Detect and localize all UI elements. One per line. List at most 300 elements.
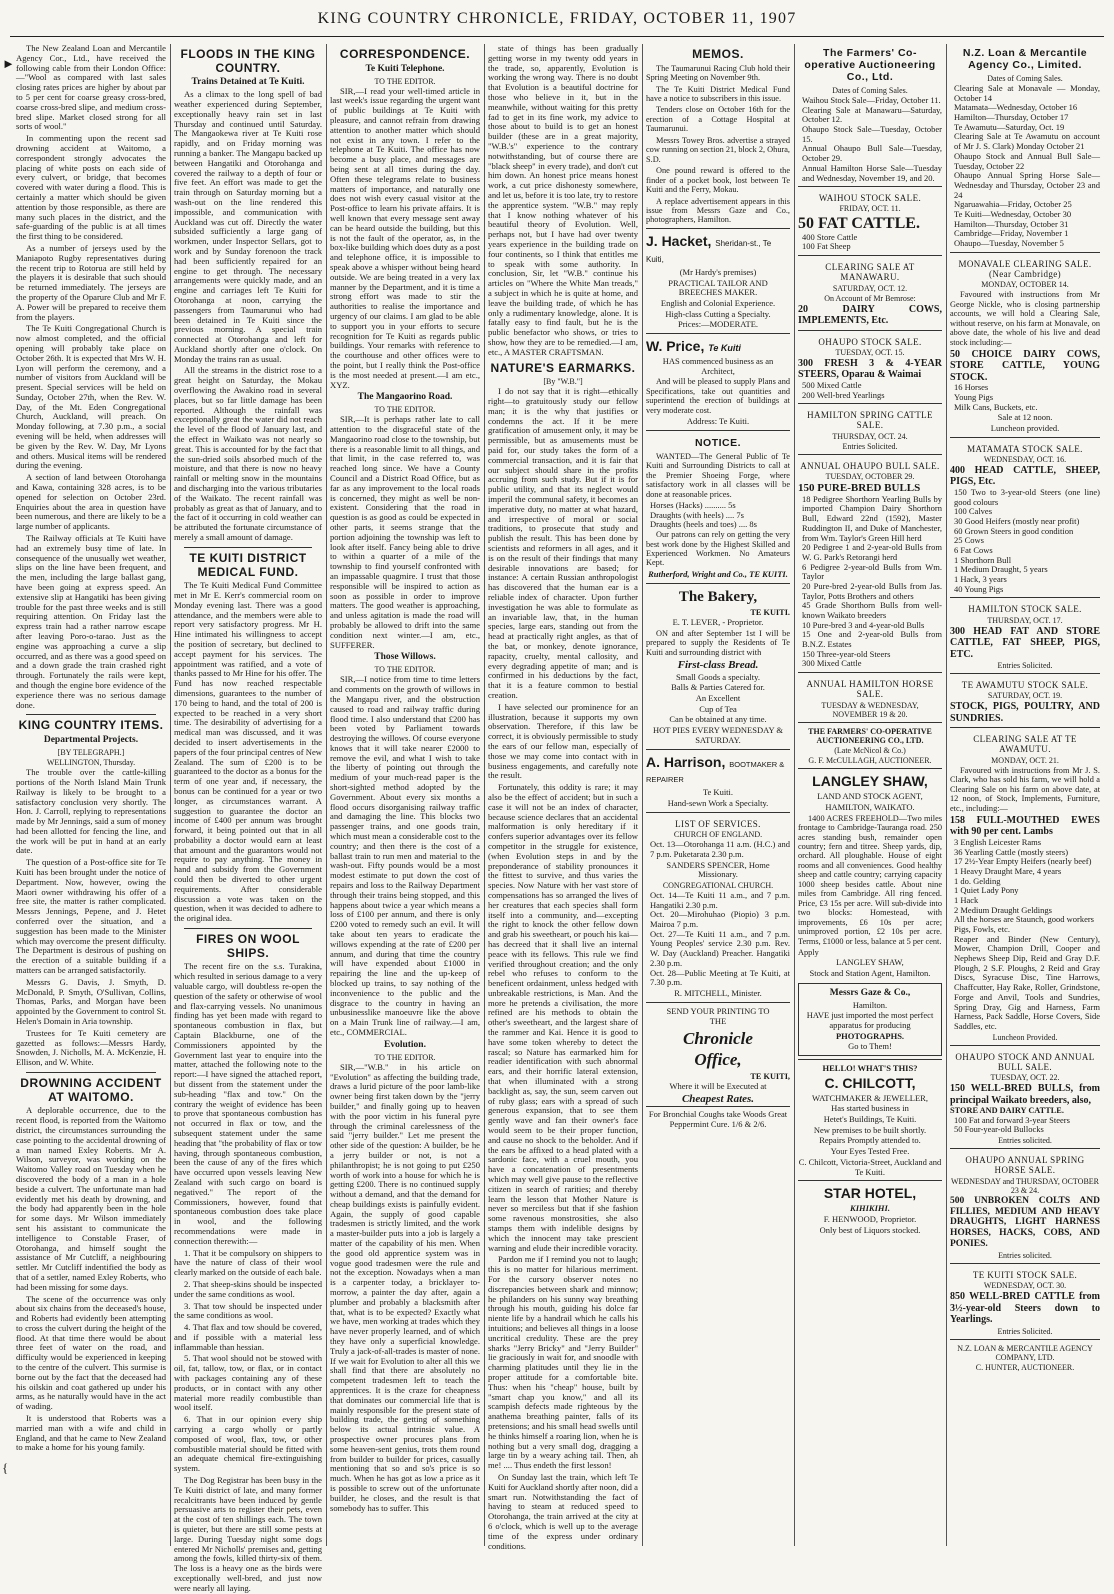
list-line: Draughts (heels and toes) .... 8s — [650, 519, 757, 530]
sale-items — [950, 838, 1100, 1032]
list-line: Te Awamutu—Saturday, Oct. 19 — [954, 121, 1065, 132]
column-rule — [794, 44, 795, 1546]
star-hotel-advert — [798, 1180, 942, 1235]
advert-line: Prices:—MODERATE. — [677, 319, 759, 330]
paragraph: One pound reward is offered to the finder of a pocket book, lost between Te Kuiti and the Ferry, Mokau. — [646, 166, 790, 195]
column-3 — [330, 44, 480, 1548]
column-2 — [174, 44, 322, 1593]
section-heading: KING COUNTRY ITEMS. — [18, 718, 164, 733]
advert-line: HOT PIES EVERY WEDNESDAY & SATURDAY. — [652, 725, 784, 745]
masthead-rule — [10, 36, 1104, 37]
list-line: 50 Four-year-old Bullocks — [954, 1124, 1044, 1135]
paragraph: In commenting upon the recent sad drowning accident at Waitomo, a correspondent strongly advocates the placing of white posts on each side of every culvert, or bridge, that becomes covered with water during a flood. This is certainly a matter which should be given attention by those responsible, as there are many such places in the district, and the safe-guarding of the public is at all times the first thing to be considered. — [16, 133, 166, 242]
advert-line: An Excellent — [695, 693, 741, 704]
advert-line: THE — [709, 1016, 727, 1027]
paragraph: I do not say that it is right—ethically right—to gratuitously study our fellow man; it is the why that justifies or condemns the act. If it be mere gratification of amusement only, it may be permissible, but as amusements must be paid for, our study takes the form of a commercial transaction, and it is fair that our subject should share in the profits accruing from such study. But if it is for public utility, and that its neglect would imperil the communal safety, it becomes an imperative duty, no matter at what hazard, and irrespective of moral or social traditions, to prosecute that study and publish the result. This has been done by scientists and reformers in all ages, and it is on the result of their findings that many desirable innovations are based; for instance: A certain Russian anthropologist has discovered that the human ear is a reliable index of character. Upon further investigation he was able to formulate as an invariable law, that, in the human species, large ears, standing out from the head at practically right angles, as that of the bat, or monkey, denote ignorance, rapacity, cruelty, mental callosity, and every degrading appetite of man; and is confirmed in his deductions by the fact, that it is a feature common to bestial creation. — [488, 386, 638, 700]
advert-body: And will be pleased to supply Plans and Specifications, take out quantities and superintend the erection of buildings at very moderate cost. — [646, 377, 790, 415]
list-line: Ohaupo—Tuesday, November 5 — [954, 238, 1064, 249]
sale-dates — [798, 96, 942, 183]
te-kuiti-stock-sale — [950, 1263, 1100, 1336]
to-the-editor: TO THE EDITOR. — [374, 405, 436, 415]
list-line: Annual Hamilton Horse Sale—Tuesday and Wednesday, November 19, and 20. — [802, 162, 942, 183]
advert-line: Go to Them! — [848, 1041, 892, 1052]
list-line: All the horses are Staunch, good workers — [954, 914, 1094, 925]
paragraph: I have selected our prominence for an illustration, because it supports my own observation. Therefore, if this law be correct, it is obviously permissible to study the ears of our fellow man, especially of those we may come into contact with in business engagements, and carefully note the result. — [488, 701, 638, 781]
list-line: Waihou Stock Sale—Friday, October 11. — [802, 95, 941, 106]
sale-headline: 300 HEAD FAT AND STORE CATTLE, FAT SHEEP, PIGS, ETC. — [950, 625, 1100, 660]
advert-body: ON and after September 1st I will be prepared to supply the Residents of Te Kuiti and surrounding district with — [646, 628, 790, 657]
dates-heading: Dates of Coming Sales. — [832, 85, 908, 95]
list-line: 20 Pedigree 1 and 2-year-old Bulls from W. G. Park's Retorangi herd — [802, 542, 942, 562]
list-line: 1 Heavy Draught Mare, 4 years — [954, 865, 1062, 876]
advert-body: 1400 ACRES FREEHOLD—Two miles frontage to Cambridge-Tauranga road. 250 acres standing bush, remainder open country; fern and titree. Sheep yards, dip, orchard. All ploughable. House of eight rooms and all conveniences. Good healthy sheep and cattle country; carrying capacity 1000 sheep besides cattle. About nine miles from Cambridge. All ring fenced. Price, £3 15s per acre. Will sub-divide into two blocks: Homestead, with improvements, £6 10s per acre; unimproved portion, £2 10s per acre. Terms, £1000 or less, balance at 5 per cent. — [798, 813, 942, 946]
list-line: Oct. 20—Mirohuhao (Piopio) 3 p.m. Mairoa 7 p.m. — [650, 909, 790, 930]
list-line: 40 Young Pigs — [954, 583, 1004, 594]
list-line: 20 Pure-bred 2-year-old Bulls from Jas. Taylor, Potts Brothers and others — [802, 580, 942, 601]
list-line: Hamilton—Thursday, October 31 — [954, 218, 1069, 229]
sale-date: THURSDAY, OCT. 17. — [987, 615, 1063, 625]
advert-line: Has started business in — [831, 1103, 909, 1114]
langley-shaw-advert — [798, 768, 942, 979]
letter-paragraphs — [330, 87, 480, 391]
paragraph: The Te Kuiti Medical Fund Committee met in Mr E. Kerr's commercial room on Monday evening last. There was a good attendance, and the members were able to report very satisfactory progress. Mr H. Hine intimated his willingness to accept the position of secretary, but declined to accept payment for his services. The appointment was ratified, and a vote of thanks passed to Mr Hine for his offer. The Fund has now reached respectable dimensions, guarantees to the number of 170 being to hand, and the total of 200 is expected to be reached in a very short time. The desirability of advertising for a medical man was discussed, and it was decided to insert advertisements in the papers of the four principal centres of New Zealand. The sum of £200 is to be guaranteed to the doctor as a bonus for the term of one year and, if necessary, the bonus can be continued for a year or two longer, as circumstances warrant. A suggestion to guarantee the doctor an income of £400 per annum was brought forward, it being pointed out that in all probability a doctor would earn at least that amount and the guarantors would not require to pay anything. The money in hand and subsidy from the Government could then be diverted to other urgent requirements. After considerable discussion a vote was taken on the question, when it was decided to adhere to the original idea. — [174, 580, 322, 924]
section-subheading: Trains Detained at Te Kuiti. — [191, 77, 305, 88]
paragraph: The scene of the occurrence was only about six chains from the deceased's house, and Roberts had evidently been attempting to cross the culvert during the height of the flood. At that time there would be about three feet of water on the road, and difficulty would be experienced in keeping to the centre of the culvert. This surmise is borne out by the fact that the deceased had his oilskin and coat gathered up under his arms, as he naturally would have in the act of wading. — [16, 1293, 166, 1412]
list-line: 100 Fat Sheep — [802, 241, 851, 252]
sale-headline: 500 UNBROKEN COLTS AND FILLIES, MEDIUM AND HEAVY DRAUGHTS, LIGHT HARNESS HORSES, HACKS, COBS, AND PONIES. — [950, 1195, 1100, 1250]
list-line: Oct. 13—Otorohanga 11 a.m. (H.C.) and 7 p.m. Puketarata 2.30 p.m. — [650, 839, 790, 859]
nz-loan-footer — [950, 1339, 1100, 1372]
list-line: 1 Medium Draught, 5 years — [954, 564, 1048, 575]
advert-lines — [646, 673, 790, 693]
sale-date: MONDAY, OCTOBER 14. — [981, 280, 1069, 290]
advert-proprietor: E. T. LEVER, - Proprietor. — [672, 617, 764, 628]
ohaupo-horse-sale — [950, 1148, 1100, 1260]
list-line: Reaper and Binder (New Century), Mower, Champion Drill, Cooper and Nephews Sheep Dip, Reid and Gray D.F. Plough, 2 S.F. Ploughs, 2 Reid and Gray Discs, Syracuse Disc, Tine Harrows, Chaffcutter, Hay Rake, Roller, Grindstone, Forge and Anvil, Tools and Sundries, Spring Dray, Gig and Harness, Farm Harness, Pack Saddle, Horse Covers, Side Saddles, etc. — [954, 933, 1100, 1031]
sale-date: WEDNESDAY and THURSDAY, OCTOBER 23 & 24. — [950, 1176, 1100, 1195]
letter-paragraphs — [488, 44, 638, 358]
paragraph: 3. That tow should be inspected under the same conditions as wool. — [174, 1300, 322, 1321]
list-line: Young Pigs — [954, 391, 994, 402]
footer-line: N.Z. LOAN & MERCANTILE AGENCY COMPANY, LTD. — [957, 1343, 1093, 1362]
column-rule — [642, 44, 643, 1546]
price-advert — [646, 333, 790, 427]
advert-line: (Mr Hardy's premises) — [679, 266, 757, 277]
column-4 — [488, 43, 638, 1551]
advert-line: Can be obtained at any time. — [669, 714, 767, 725]
section-heading: FIRES ON WOOL SHIPS. — [196, 932, 300, 960]
memo-paragraphs — [646, 64, 790, 225]
te-awamutu-sale — [950, 673, 1100, 724]
ohaupo-stock-bull-sale — [950, 1045, 1100, 1145]
advert-sign: LANGLEY SHAW, — [836, 957, 904, 968]
list-line: Oct. 27—Te Kuiti 11 a.m., and 7 p.m. Young Peoples' service 2.30 p.m. Rev. W. Day (Auckland) Preacher. Hangatiki 2.30 p.m. — [650, 928, 790, 968]
advert-line: Small Goods a specialty. — [676, 671, 760, 682]
advert-town: Te Kuiti. — [702, 787, 734, 798]
advert-line: Your Eyes Tested Free. — [830, 1146, 910, 1157]
margin-arrow-icon: ► — [2, 56, 15, 71]
sale-headline: 158 FULL-MOUTHED EWES with 90 per cent. Lambs — [950, 815, 1100, 838]
sale-date: SATURDAY, OCT. 19. — [987, 691, 1063, 701]
advert-body: WANTED—The General Public of Te Kuiti and Surrounding Districts to call at the Premier Shoeing Forge, where satisfactory work in all classes will be done at reasonable prices. — [646, 451, 790, 499]
advert-feature: PHOTOGRAPHS. — [835, 1030, 905, 1041]
minister: SANDERS SPENCER, Home Missionary. — [666, 859, 770, 880]
dateline: WELLINGTON, Thursday. — [46, 758, 136, 767]
paragraph: A deplorable occurrence, due to the recent flood, is reported from the Waitomo district, the circumstances surrounding the case pointing to the accidental drowning of a man named Exley Roberts. Mr A. Wilson, surveyor, was working on the Waitomo Valley road on Tuesday when he discovered the body of a man in a hole beside a culvert. The unfortunate man had evidently met his death by drowning, and the body had apparently been in the hole for some days. Mr Wilson immediately sent his assistant to communicate the intelligence to Constable Fraser, of Otorohanga, and himself sought the assistance of Mr Cutcliff, a neighbouring settler. Mr Cutcliff indentified the body as that of a settler, named Exley Roberts, who had been missing for some days. — [16, 1105, 166, 1292]
sale-items — [950, 1116, 1100, 1135]
sale-headline: 300 FRESH 3 & 4-YEAR STEERS, Oparau & Waimai — [798, 358, 942, 381]
sale-heading: OHAUPO STOCK AND ANNUAL BULL SALE. — [955, 1051, 1095, 1072]
sale-date: WEDNESDAY, OCT. 16. — [983, 454, 1067, 464]
sale-date: MONDAY, OCT. 21. — [991, 755, 1059, 765]
advert-line: Cup of Tea — [699, 703, 737, 714]
list-line: Matamata—Wednesday, October 16 — [954, 102, 1078, 113]
sale-date: FRIDAY, OCT. 11. — [839, 204, 901, 214]
list-line: 150 Three-year-old Steers — [802, 648, 891, 659]
column-rule — [946, 44, 947, 1546]
column-rule — [326, 44, 327, 1546]
section-heading: DROWNING ACCIDENT AT WAITOMO. — [20, 1076, 162, 1104]
sale-notes — [950, 413, 1100, 433]
advertiser-name: C. CHILCOTT, — [824, 1074, 916, 1091]
column-rule — [484, 44, 485, 1546]
list-line: 300 Mixed Cattle — [802, 658, 862, 669]
notice-advert — [646, 430, 790, 580]
paragraph: A replace advertisement appears in this issue from Messrs Gaze and Co., photographers, Hamilton. — [646, 196, 790, 225]
list-line: Horses (Hacks) .......... 5s — [650, 500, 736, 511]
footer-line: C. HUNTER, AUCTIONEER. — [975, 1362, 1075, 1372]
list-line: 6 Pedigree 2-year-old Bulls from Wm. Taylor — [802, 561, 942, 582]
gaze-advert — [798, 983, 942, 1056]
service-times — [646, 891, 790, 988]
auctioneer-heading: N.Z. Loan & Mercantile Agency Co., Limited. — [962, 47, 1088, 71]
advertiser-name: J. Hacket, — [646, 232, 712, 249]
paragraph: Messrs G. Davis, J. Smyth, D. McDonald, P. Smyth, O'Sullivan, Collins, Thomas, Parks, and Morgan have been appointed by the Government to control St. Helen's Domain in Aria township. — [16, 976, 166, 1027]
advert-town: KIHIKIHI. — [850, 1203, 890, 1214]
advert-foot: C. Chilcott, Victoria-Street, Auckland and Te Kuiti. — [798, 1156, 942, 1177]
chronicle-title: Chronicle — [683, 1028, 753, 1048]
paragraph: Fortunately, this oddity is rare; it may also be the effect of accident; but in such a case it will not be an index of character, because science declares that an accidental malformation is only hereditary if it confers superior advantages over its fellow competitor in the struggle for existence, (when Evolution steps in and by the preponderance of stability pronounces it the fittest to survive, and thus varies the species. Now Nature with her vast store of compensations has so arranged the lives of her creatures that each species shall form itself into a community, and—excepting the right to knock the other fellow down and grab his sweetheart, or pouch his kai—has decreed that it shall live an internal peace with its fellows. This rule we find verified throughout creation; and the only rebel who refuses to conform to the beneficent ordainment, unless hedged with unbreakable restrictions, is Man. And the more he pretends a civilisation, the more refined are his methods to obtain the other's sweetheart, and the largest share of the rammer and Kai. Hence it is good to have some token whereby to detect the rascal; so Nature has earmarked him for readier identification with such abnormal ears, and their horrific lateral extension, that when illuminated with a strong backlight as, say, the sun, seem carven out of ruby glass; ears with a spread of such generous expansion, that to see them gently wave and fan their owner's face would seem to be their proper function, and cause no shock to the beholder. And if the ears be affixed to a head plated with a sardonic face, with a cruel mouth, you have a concatenation of presentments which may well give pause to the reflective citizen in search of rarities; and thereby learn the lesson that Mother Nature is never so merciless but that if she fashion some ravenous monstrosities, she also stamps them with indelible designs by which the innocent may take prescient warning and elude their incredible voracity. — [488, 782, 638, 1253]
advert-heading: HELLO! WHAT'S THIS? — [822, 1063, 918, 1074]
list-line: Ohaupo Annual Spring Horse Sale—Wednesday and Thursday, October 23 and 24 — [954, 170, 1100, 200]
bakery-advert — [646, 583, 790, 746]
advert-feature: First-class Bread. — [677, 659, 759, 672]
paragraph: All the streams in the district rose to a great height on Saturday, the Mokau overflowing the Awakino road in several places, but so far little damage has been reported. Although the rainfall was exceptionally great the water did not reach the level of the flood of January last, and the effect in Waikato was not nearly so great. This is accounted for by the fact that the sun-dried soils absorbed much of the moisture, and that there is now no heavy rainfall or melting snow in the mountains and discharging into the various tributaries of the Waikato. The recent rainfall was probably as great as that of January, and to the fact of it occurring in cold weather can be attributed the fortunate circumstance of merely a small amount of damage. — [174, 365, 322, 543]
ohaupo-bull-sale — [798, 454, 942, 669]
paragraph: 2. That sheep-skins should be inspected under the same conditions as wool. — [174, 1278, 322, 1299]
sale-items — [798, 233, 942, 252]
advert-line: LAND AND STOCK AGENT, — [817, 791, 923, 802]
paragraph: 5. That wool should not be stowed with oil, fat, tallow, tow, or flax, or in contact with packages containing any of these products, or in contact with any other material more readily combustible than wool itself. — [174, 1353, 322, 1413]
minister: R. MITCHELL, Minister. — [674, 987, 762, 998]
hamilton-horse-sale — [798, 672, 942, 719]
section-subheading: Te Kuiti Telephone. — [365, 63, 445, 74]
sale-heading: MONAVALE CLEARING SALE. (Near Cambridge) — [958, 258, 1092, 279]
list-line: Clearing Sale at Monavale — Monday, October 14 — [954, 83, 1100, 103]
sale-note: Entries solicited. — [998, 1250, 1052, 1260]
paragraph: 4. That flax and tow should be covered, and if possible with a material less inflammable than hessian. — [174, 1322, 322, 1352]
list-line: Ohaupo Stock and Annual Bull Sale—Tuesday, October 22 — [954, 150, 1100, 171]
advert-line: Hetet's Buildings, Te Kuiti. — [823, 1114, 917, 1125]
paragraph: SIR,—It is perhaps rather late to call attention to the disgraceful state of the Mangaorino road close to the township, but there is a reasonable limit to all things, and that limit, in the case referred to, was reached long since. We have a County Council and a District Road Office, but as far as any improvement to the local roads is concerned, they might as well be non-existent. Considering that the road in question is as good as could be expected in other parts, it seems strange that the portion adjoining the township was left to look after itself. Fancy being able to drive to within a quarter of a mile of the township to find yourself confronted with an impassable quagmire. I trust that those responsible will be inspired to action as soon as possible in order to improve matters. The good weather is approaching, and unless agitation is made the road will probably be allowed to drift into the same condition next winter.—I am, etc., SUFFERER. — [330, 414, 480, 650]
advert-lines — [646, 268, 790, 330]
sale-headline: 50 FAT CATTLE. — [798, 214, 920, 232]
advert-heading: NOTICE. — [694, 436, 742, 449]
advert-heading: STAR HOTEL, — [823, 1185, 917, 1202]
letter-paragraphs — [330, 675, 480, 1037]
ohaupo-sale — [798, 330, 942, 401]
advert-body: HAVE just imported the most perfect apparatus for producing — [806, 1010, 934, 1031]
paragraph: As a climax to the long spell of bad weather experienced during September, exceptionally heavy rain set in last Thursday and continued until Saturday. The Mangaokewa river at Te Kuiti rose rapidly, and on Friday morning was running a banker. The Mangapu backed up between Hangatiki and Otorohanga and covered the railway to a depth of four or five feet. An effort was made to get the train through on Saturday morning but a wash-out on the line rendered this impossible, and communication with Auckland was cut off. Directly the water subsided sufficiently a large gang of workmen, under Inspector Sellars, got to work and by Sunday forenoon the track had been sufficiently repaired for an engine to get through. The necessary arrangements were quickly made, and an engine and carriages left Te Kuiti for Otorohanga at noon, carrying the passengers from Taumarunui who had been detained in Te Kuiti since the previous morning. A special train connected at Otorohanga and left for Auckland shortly after one o'clock. On Monday the trains ran as usual. — [174, 89, 322, 364]
sale-items — [950, 383, 1100, 412]
sale-heading: TE AWAMUTU STOCK SALE. — [961, 680, 1089, 691]
paragraph: The Taumarunui Racing Club hold their Spring Meeting on November 9th. — [646, 63, 790, 83]
list-line: 10 Pure-bred 3 and 4-year-old Bulls — [802, 619, 925, 630]
paragraph: 1. That it be compulsory on shippers to have the nature of class of their wool clearly marked on the outside of each bale. — [174, 1247, 322, 1278]
paragraph: state of things has been gradually getting worse in my twenty odd years in the trade, so, apparently, Evolution is working the wrong way. There is no doubt that Evolution is a beautiful doctrine for those who believe in it, but in the meanwhile, without waiting for this pretty fad to get in its fine work, my advice to those about to build is to get an honest builder (these are in a great majority, "W.B.'s" experience to the contrary notwithstanding, but of course there are "black sheep" in every trade), and don't cut him down. An honest price means honest work, a cut price dishonesty somewhere, and let us, before it is too late, try to restore the apprentice system. "W.B." may reply that I know nothing whatever of his beautiful theory of Evolution. Well, perhaps not, but I have had over twenty years experience in the building trade on four continents, so I think that entitles me to speak with some authority. In conclusion, Sir, let "W.B." continue his articles on "Where the White Man treads," a subject in which he is quite at home, and leave the building trade, of which he has only a rudimentary knowledge, alone. It is fatally easy to find fault, but he is the public benefactor who shows, or tries to show, how they are to be remedied.—I am, etc., A MASTER CRAFTSMAN. — [488, 43, 638, 357]
list-line: 1 Shorthorn Bull — [954, 554, 1012, 565]
sale-date: WEDNESDAY, OCT. 30. — [983, 1281, 1067, 1291]
news-paragraphs — [16, 1106, 166, 1453]
hamilton-spring-sale — [798, 403, 942, 451]
list-line: 16 Horses — [954, 382, 989, 393]
list-line: 1 do. Gelding — [954, 875, 1001, 886]
sale-date: TUESDAY & WEDNESDAY, NOVEMBER 19 & 20. — [821, 700, 919, 719]
list-line: 3 English Leicester Rams — [954, 836, 1042, 847]
section-heading: FLOODS IN THE KING COUNTRY. — [180, 47, 316, 75]
list-line: 60 Grown Steers in good condition — [954, 525, 1074, 536]
advert-line: Repairs Promptly attended to. — [819, 1135, 921, 1146]
list-line: Cambridge—Friday, November 1 — [954, 228, 1069, 239]
list-line: 500 Mixed Cattle — [802, 379, 862, 390]
news-paragraphs — [16, 44, 166, 710]
sale-heading: HAMILTON SPRING CATTLE SALE. — [807, 410, 933, 431]
section-heading: NATURE'S EARMARKS. — [490, 360, 636, 375]
byline: [By "W.B."] — [543, 377, 583, 387]
chronicle-office: Office, — [694, 1050, 742, 1070]
list-line: 36 Yearling Cattle (mostly steers) — [954, 846, 1069, 857]
list-line: 25 Cows — [954, 535, 984, 546]
advertiser-trade: WATCHMAKER & JEWELLER, — [812, 1092, 928, 1103]
sale-items — [950, 488, 1100, 595]
column-rule — [170, 44, 171, 1546]
to-the-editor: TO THE EDITOR. — [374, 76, 436, 86]
advert-heading: The Bakery, — [678, 588, 758, 605]
dates-heading: Dates of Coming Sales. — [987, 73, 1063, 83]
advert-line: Hand-sewn Work a Specialty. — [667, 798, 769, 809]
hamilton-stock-sale — [950, 597, 1100, 670]
advert-line: Balls & Parties Catered for. — [671, 682, 765, 693]
waihou-sale — [798, 186, 942, 252]
paragraph: On Sunday last the train, which left Te Kuiti for Auckland shortly after noon, did a smart run. Notwithstanding the fact of having to steam at reduced speed to Otorohanga, the train arrived at the city at 6 o'clock, which is well up to the average time of the express under ordinary conditions. — [488, 1471, 638, 1551]
advertiser-name: A. Harrison, — [646, 753, 726, 770]
advert-town: TE KUITI, — [750, 1071, 790, 1081]
sale-heading: OHAUPO ANNUAL SPRING HORSE SALE. — [965, 1155, 1085, 1176]
news-paragraphs — [174, 90, 322, 543]
services-heading: LIST OF SERVICES. — [675, 818, 761, 829]
footer-line: THE FARMERS' CO-OPERATIVE AUCTIONEERING CO., LTD. — [808, 726, 932, 745]
sale-body: Favoured with instructions from Mr J. S. Clark, who has sold his farm, we will hold a Clearing Sale on his farm on above date, at 12 noon, of Stock, Implements, Furniture, etc., including:— — [950, 765, 1100, 813]
list-line: 15 One and 2-year-old Bulls from B.N.Z. Estates — [802, 629, 942, 650]
to-the-editor: TO THE EDITOR. — [374, 1052, 436, 1062]
sale-note: Entries Solicited. — [997, 660, 1053, 670]
advert-line: New premises to be built shortly. — [813, 1124, 927, 1135]
sale-headline: 150 WELL-BRED BULLS, from principal Waikato breeders, also, — [950, 1083, 1100, 1106]
advert-feature: Cheapest Rates. — [681, 1092, 755, 1105]
price-list — [646, 501, 790, 530]
list-line: Hamilton—Thursday, October 17 — [954, 112, 1069, 123]
paragraph: The Dog Registrar has been busy in the Te Kuiti district of late, and many former recalcitrants have been induced by gentle persuasive arts to register their pets, even at the cost of ten shillings each. The town is quieter, but there are still some pests at large. During Tuesday night some dogs entered Mr Nicholls' premises and, getting among the fowls, killed thirty-six of them. The loss is a heavy one as the birds were exceptionally well-bred, and just now were nearly all laying. — [174, 1475, 322, 1593]
sale-headline: 50 CHOICE DAIRY COWS, STORE CATTLE, YOUNG STOCK. — [950, 349, 1100, 383]
advert-line: Where it will be Executed at — [669, 1081, 767, 1092]
advert-line: PRACTICAL TAILOR AND BREECHES MAKER. — [668, 277, 768, 298]
list-line: 100 Calves — [954, 506, 993, 517]
sale-date: SATURDAY, OCT. 12. — [832, 283, 908, 293]
list-line: 2 Medium Draught Geldings — [954, 904, 1052, 915]
footer-line: (Late McNicol & Co.) — [834, 746, 906, 756]
byline: [BY TELEGRAPH.] — [57, 747, 125, 757]
advert-lines — [646, 1007, 790, 1027]
advert-line: SEND YOUR PRINTING TO — [666, 1005, 770, 1016]
paragraph: Messrs Towey Bros. advertise a strayed cow running on section 21, block 2, Ohura, S.D. — [646, 135, 790, 164]
church-name: CONGREGATIONAL CHURCH. — [662, 880, 774, 890]
list-line: Clearing Sale at Te Awamutu on account of Mr J. S. Clark) Monday October 21 — [954, 131, 1100, 152]
sale-heading: MATAMATA STOCK SALE. — [967, 443, 1083, 454]
clearing-sale-te-awamutu — [950, 727, 1100, 1042]
sale-headline: 20 DAIRY COWS, IMPLEMENTS, Etc. — [798, 303, 942, 327]
list-line: 400 Store Cattle — [802, 231, 858, 242]
advert-line: English and Colonial Experience. — [660, 297, 776, 308]
paragraph: It is understood that Roberts was a married man with a wife and child in England, and that he came to New Zealand to make a home for his young family. — [16, 1413, 166, 1453]
section-subheading: The Mangaorino Road. — [357, 392, 453, 403]
list-line: 1 Hack, 3 years — [954, 574, 1007, 584]
sale-heading: ANNUAL HAMILTON HORSE SALE. — [806, 679, 934, 700]
list-line: Oct. 14—Te Kuiti 11 a.m., and 7 p.m. Hangatiki 2.30 p.m. — [650, 890, 790, 910]
advert-line: Only best of Liquors stocked. — [819, 1224, 921, 1235]
divider — [184, 547, 312, 548]
advert-line: Luncheon provided. — [990, 422, 1060, 433]
letter-paragraphs — [330, 1063, 480, 1514]
sale-date: THURSDAY, OCT. 24. — [832, 431, 908, 441]
list-line: Ohaupo Stock Sale—Tuesday, October 15. — [802, 124, 942, 144]
advert-line: High-class Cutting a Specialty. — [665, 308, 771, 319]
news-paragraphs — [174, 581, 322, 924]
list-line: Clearing Sale at Manawaru—Saturday, October 12. — [802, 104, 942, 125]
list-line: Ngaruawahia—Friday, October 25 — [954, 199, 1072, 210]
column-5 — [646, 44, 790, 1548]
paragraph: The Railway officials at Te Kuiti have had an extremely busy time of late. In consequence of the unusually wet weather, slips on the line have been frequent, and the men, including the large ballast gang, have been going at express speed. An extensive slip at Hangatiki has been giving trouble for the past three weeks and is still requiring attention. On Friday last the express train had a rather narrow escape after leaving Poro-o-tarao. Just as the engine was approaching a curve a slip occurred, and as there was a good speed on and a down grade the train crashed right through. Fortunately the rails were kept, and though the engine bore evidence of the experience there was no serious damage done. — [16, 533, 166, 710]
advert-address: Address: Te Kuiti. — [686, 416, 750, 427]
list-line: Milk Cans, Buckets, etc. — [954, 401, 1038, 412]
tea-lines — [646, 694, 790, 725]
paragraph: Tenders close on October 16th for the erection of a Cottage Hospital at Taumarunui. — [646, 105, 790, 134]
sale-heading: TE KUITI STOCK SALE. — [972, 1269, 1078, 1280]
advert-line: Sale at 12 noon. — [997, 412, 1053, 423]
paragraph: A section of land between Otorohanga and Kawa, containing 328 acres, is to be opened for selection on October 23rd. Enquiries about the area in question have been numerous, and there are likely to be a large number of applicants. — [16, 472, 166, 532]
sale-headline: STOCK, PIGS, POULTRY, AND SUNDRIES. — [950, 701, 1100, 724]
sale-heading: ANNUAL OHAUPO BULL SALE. — [800, 460, 940, 471]
services-list — [646, 812, 790, 999]
coughs-advert: For Bronchial Coughs take Woods Great Peppermint Cure. 1/6 & 2/6. — [646, 1106, 790, 1129]
divider — [26, 1072, 156, 1073]
news-paragraphs — [174, 962, 322, 1593]
sale-body: Favoured with instructions from Mr George Nickle, who is closing partnership accounts, we will hold a Clearing Sale, without reserve, on his farm at Monavale, on above date, the whole of his live and dead stock including:— — [950, 290, 1100, 347]
advert-sign: Rutherford, Wright and Co., TE KUITI. — [648, 568, 788, 579]
section-heading: MEMOS. — [692, 47, 744, 61]
divider — [184, 928, 312, 929]
list-line: 45 Grade Shorthorn Bulls from well-known Waikato breeders — [802, 600, 942, 621]
list-line: 30 Good Heifers (mostly near profit) — [954, 515, 1080, 526]
sale-heading: OHAUPO STOCK SALE. — [818, 336, 922, 347]
advert-town: Hamilton. — [852, 999, 888, 1010]
paragraph: The Te Kuiti District Medical Fund have a notice to subscribers in this issue. — [646, 84, 790, 104]
sale-heading: CLEARING SALE AT MANAWARU. — [825, 262, 915, 283]
list-line: 18 Pedigree Shorthorn Yearling Bulls by imported Champion Dairy Shorthorn Bull, Edward 22nd (1592), Master Ruddington II, and Duke of Manchester, from Wm. Taylor's Green Hill herd — [802, 493, 942, 543]
paragraph: As a number of jerseys used by the Maniapoto Rugby representatives during the recent trip to Rotorua are still held by the players it is desirable that such should be returned immediately. The jerseys are the property of the Oparure Club and Mr F. A. Power will be prepared to receive them from the players. — [16, 242, 166, 322]
sale-headline: 150 PURE-BRED BULLS — [798, 482, 921, 495]
news-paragraphs — [16, 768, 166, 1068]
list-line: 1 Quiet Lady Pony — [954, 885, 1019, 896]
advert-line: HAMILTON, WAIKATO. — [825, 801, 915, 812]
masthead: KING COUNTRY CHRONICLE, FRIDAY, OCTOBER 11, 1907 — [317, 10, 797, 27]
paragraph: The New Zealand Loan and Mercantile Agency Cor., Ltd., have received the following cable from their London Office:—"Wool as compared with last sales closing rates prices are higher by about par to 5 per cent for coarse greasy cross-bred, coarse cross-bred slipe, and medium cross-bred slipe. Market closed strong for all sorts of wool." — [16, 43, 166, 132]
advert-sign: Stock and Station Agent, Hamilton. — [809, 968, 931, 979]
column-1 — [16, 44, 166, 1548]
letter-paragraphs — [330, 415, 480, 650]
section-heading: CORRESPONDENCE. — [339, 47, 471, 61]
chilcott-advert — [798, 1059, 942, 1177]
advert-proprietor: F. HENWOOD, Proprietor. — [823, 1213, 917, 1224]
sale-headline: 850 WELL-BRED CATTLE from 3½-year-old Steers down to Yearlings. — [950, 1291, 1100, 1326]
advert-lines — [798, 1104, 942, 1156]
list-line: 6 Fat Cows — [954, 544, 993, 555]
list-line: 150 Two to 3-year-old Steers (one line) good colours — [954, 486, 1100, 507]
section-subheading: Those Willows. — [374, 652, 436, 663]
advert-town: TE KUITI. — [750, 607, 790, 617]
list-line: 17 2½-Year Empty Heifers (nearly beef) — [954, 856, 1092, 867]
advert-heading: LANGLEY SHAW, — [812, 773, 928, 790]
sale-headline: 400 HEAD CATTLE, SHEEP, PIGS, Etc. — [950, 465, 1100, 488]
news-paragraphs — [488, 387, 638, 1551]
sale-date: TUESDAY, OCT. 22. — [990, 1073, 1060, 1083]
list-line: Oct. 28—Public Meeting at Te Kuiti, at 7.30 p.m. — [650, 967, 790, 988]
advert-line: HAS commenced business as an Architect, — [662, 355, 774, 376]
sale-note: Entries solicited. — [998, 1135, 1052, 1145]
advertiser-town: Te Kuiti — [708, 342, 741, 353]
paragraph: Trustees for Te Kuiti cemetery are gazetted as follows:—Messrs Hardy, Snowden, J. Nicholls, M. A. McKenzie, H. Ellison, and W. White. — [16, 1027, 166, 1068]
list-line: Te Kuiti—Wednesday, October 30 — [954, 208, 1072, 219]
auctioneer-heading: The Farmers' Co-operative Auctioneering Co., Ltd. — [804, 47, 936, 83]
list-line: 200 Well-bred Yearlings — [802, 389, 885, 400]
margin-bracket-icon: { — [2, 1460, 9, 1475]
list-line: Draughts (with heels) .... 7s — [650, 509, 744, 520]
to-the-editor: TO THE EDITOR. — [374, 665, 436, 675]
paragraph: The Te Kuiti Congregational Church is now almost completed, and the official opening will probably take place on October 26th. It is expected that Mrs W. H. Lyon will perform the ceremony, and a number of visitors from Auckland will be present. Special services will be held on Sunday, October 27th, when the Rev. W. Day, of the Mt. Eden Congregational Church, Auckland, will preach. On Monday following, at 7.30 p.m., a social evening will be held, when addresses will be given by the Rev. W. Day, Mr Lyons and others. Musical items will be rendered during the evening. — [16, 323, 166, 471]
advertiser-trade: BOOTMAKER & REPAIRER — [646, 759, 785, 785]
list-line: 100 Fat and forward 3-year Steers — [954, 1114, 1070, 1125]
sale-note: Entries Solicited. — [842, 441, 898, 451]
sale-dates — [950, 84, 1100, 249]
manawaru-sale — [798, 255, 942, 327]
section-subheading: Evolution. — [384, 1039, 426, 1050]
section-heading: TE KUITI DISTRICT MEDICAL FUND. — [189, 550, 307, 579]
paragraph: The question of a Post-office site for Te Kuiti has been brought under the notice of Department. Now, however, owing the Maori owner withdrawing his offer of a free site, the matter is rather complicated. Messrs Jennings, Pepene, and J. Hetet conferred over the situation, and a suggestion has been made to the Minister which may overcome the present difficulty. The Department is desirous of pushing on the erection of a suitable building if a matters can be arranged satisfactorily. — [16, 857, 166, 976]
sale-items — [798, 495, 942, 669]
church-name: CHURCH OF ENGLAND. — [673, 830, 763, 840]
list-line: 1 Hack — [954, 894, 979, 905]
advert-body: Our patrons can rely on getting the very best work done by the Highest Skilled and Experienced Workmen. No Amateurs Kept. — [646, 530, 790, 568]
paragraph: SIR,—"W.B." in his article on "Evolution" as affecting the building trade, draws a lurid picture of the poor lamb-like owner being first taken down by the "jerry builder," and finally going up to heaven with the poor victim in his funeral pyre through the criminal carelessness of the said "jerry builder." Let me present the other side of the question: A builder, be he a jerry builder or not, is not a philanthropist; he is not going to put £250 worth of work into a house for which he is getting £200. There is no continued supply without a demand, and that the demand for cheap buildings exists is painfully evident. Again, the supply of good capable tradesmen is strictly limited, and the work a master-builder puts into a job is largely a matter of the capability of his men. When the good old apprentice system was in vogue good tradesmen were the rule and not the exception. Nowadays when a man is a carpenter today, a bricklayer to-morrow, a painter the day after, again a plumber and probably a blacksmith after that, what is to be expected? Exactly what we have, men working at trades which they have never properly learned, and of which they have only a superficial knowledge. Truly a jack-of-all-trades is master of none. If we wait for Evolution to alter all this we shall find that there are absolutely no competent tradesmen left to teach the apprentices. It is the craze for cheapness that dominates our commercial life that is mainly responsible for the present state of building trade, the getting of something below its actual intrinsic value. A prospective owner procures plans from some heaven-sent genius, trots them round from builder to builder for prices, casually mentioning that so and so's price is so much. When he has got as low a price as it is possible to screw out of the unfortunate builder, he closes, and the result is that somebody has to suffer. This — [330, 1061, 480, 1513]
